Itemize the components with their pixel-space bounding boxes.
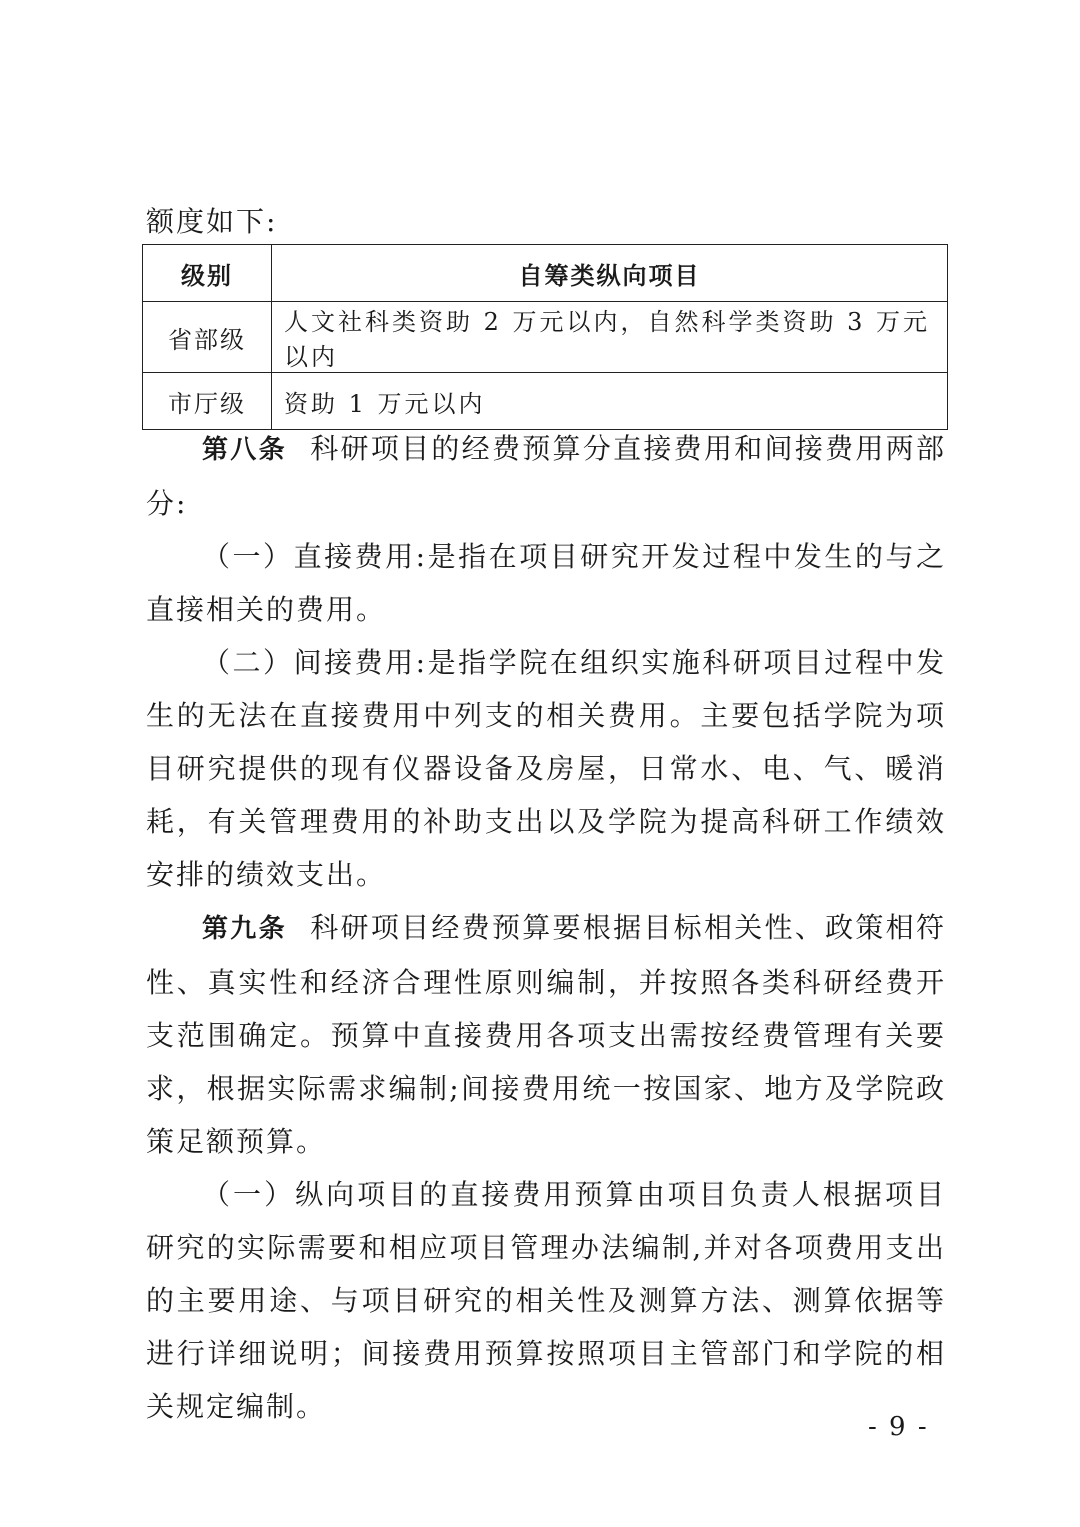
row-content: 资助 1 万元以内: [272, 373, 948, 430]
article-9-text: 科研项目经费预算要根据目标相关性、政策相符性、真实性和经济合理性原则编制，并按照各类科研经费开支范围确定。预算中直接费用各项支出需按经费管理有关要求，根据实际需求编制;间接费用统一按国家、地方及学院政策足额预算。: [146, 911, 946, 1158]
article-9-paragraph: [146, 901, 946, 1168]
table-row: [143, 302, 948, 373]
intro-text: 额度如下:: [146, 205, 278, 238]
row-content: 人文社科类资助 2 万元以内，自然科学类资助 3 万元以内: [272, 302, 948, 373]
row-level: 市厅级: [143, 373, 272, 430]
row-level: 省部级: [143, 302, 272, 373]
article-8-item-2: （二）间接费用:是指学院在组织实施科研项目过程中发生的无法在直接费用中列支的相关费用。主要包括学院为项目研究提供的现有仪器设备及房屋，日常水、电、气、暖消耗，有关管理费用的补助支出以及学院为提高科研工作绩效安排的绩效支出。: [146, 646, 946, 891]
table-row: [143, 373, 948, 430]
table-header-row: [143, 245, 948, 302]
header-project-type: 自筹类纵向项目: [272, 245, 948, 302]
header-level: 级别: [143, 245, 272, 302]
article-8-item-1: （一）直接费用:是指在项目研究开发过程中发生的与之直接相关的费用。: [146, 540, 946, 626]
article-8-text: 科研项目的经费预算分直接费用和间接费用两部分:: [146, 432, 946, 520]
article-8-title: 第八条: [202, 435, 287, 465]
quota-table: [142, 244, 948, 430]
article-9-item-1: （一）纵向项目的直接费用预算由项目负责人根据项目研究的实际需要和相应项目管理办法编制,并对各项费用支出的主要用途、与项目研究的相关性及测算方法、测算依据等进行详细说明；间接费用预算按照项目主管部门和学院的相关规定编制。: [146, 1178, 946, 1423]
page-number: - 9 -: [868, 1412, 929, 1442]
article-8-paragraph: [146, 422, 946, 530]
article-9-title: 第九条: [202, 914, 287, 944]
body-text: [146, 422, 946, 1433]
